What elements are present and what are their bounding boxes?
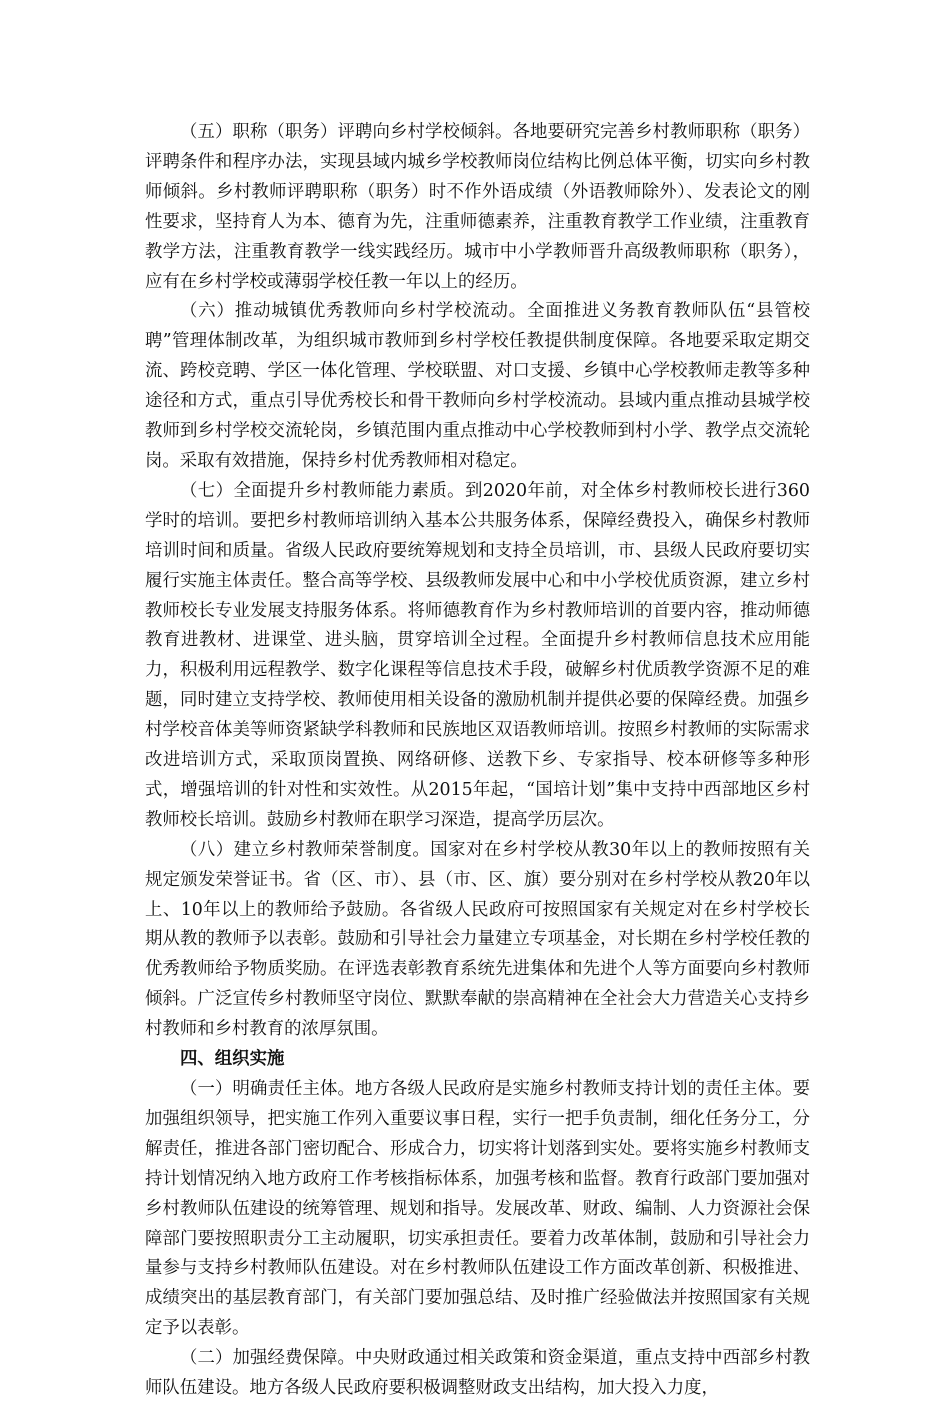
paragraph-text: 各地要研究完善乡村教师职称（职务）评聘条件和程序办法，实现县域内城乡学校教师岗位结构比例总体平衡，切实向乡村教师倾斜。乡村教师评聘职称（职务）时不作外语成绩（外语教师除外）、发表论文的刚性要求，坚持育人为本、德育为先，注重师德素养，注重教育教学工作业绩，注重教育教学方法，注重教育教学一线实践经历。城市中小学教师晋升高级教师职称（职务），应有在乡村学校或薄弱学校任教一年以上的经历。 [145,122,810,292]
paragraph-heading: （二）加强经费保障。 [180,1348,356,1369]
paragraph-heading: （五）职称（职务）评聘向乡村学校倾斜。 [180,122,513,142]
paragraph-8 [145,836,810,1045]
section-heading: 四、组织实施 [180,1049,285,1070]
section-paragraph-2 [145,1344,810,1404]
paragraph-7 [145,477,810,836]
paragraph-5 [145,118,810,297]
paragraph-text: 地方各级人民政府是实施乡村教师支持计划的责任主体。要加强组织领导，把实施工作列入重要议事日程，实行一把手负责制，细化任务分工，分解责任，推进各部门密切配合、形成合力，切实将计划落到实处。要将实施乡村教师支持计划情况纳入地方政府工作考核指标体系，加强考核和监督。教育行政部门要加强对乡村教师队伍建设的统筹管理、规划和指导。发展改革、财政、编制、人力资源社会保障部门要按照职责分工主动履职，切实承担责任。要着力改革体制，鼓励和引导社会力量参与支持乡村教师队伍建设。对在乡村教师队伍建设工作方面改革创新、积极推进、成绩突出的基层教育部门，有关部门要加强总结、及时推广经验做法并按照国家有关规定予以表彰。 [145,1079,810,1339]
paragraph-heading: （六）推动城镇优秀教师向乡村学校流动。 [180,301,528,322]
paragraph-text: 国家对在乡村学校从教30年以上的教师按照有关规定颁发荣誉证书。省（区、市）、县（市、区、旗）要分别对在乡村学校从教20年以上、10年以上的教师给予鼓励。各省级人民政府可按照国家有关规定对在乡村学校长期从教的教师予以表彰。鼓励和引导社会力量建立专项基金，对长期在乡村学校任教的优秀教师给予物质奖励。在评选表彰教育系统先进集体和先进个人等方面要向乡村教师倾斜。广泛宣传乡村教师坚守岗位、默默奉献的崇高精神在全社会大力营造关心支持乡村教师和乡村教育的浓厚氛围。 [145,839,810,1040]
document-page [145,118,810,1404]
paragraph-heading: （七）全面提升乡村教师能力素质。 [180,480,465,501]
paragraph-text: 全面推进义务教育教师队伍“县管校聘”管理体制改革，为组织城市教师到乡村学校任教提供制度保障。各地要采取定期交流、跨校竞聘、学区一体化管理、学校联盟、对口支援、乡镇中心学校教师走教等多种途径和方式，重点引导优秀校长和骨干教师向乡村学校流动。县域内重点推动县城学校教师到乡村学校交流轮岗，乡镇范围内重点推动中心学校教师到村小学、教学点交流轮岗。采取有效措施，保持乡村优秀教师相对稳定。 [145,301,810,471]
paragraph-text: 中央财政通过相关政策和资金渠道，重点支持中西部乡村教师队伍建设。地方各级人民政府要积极调整财政支出结构，加大投入力度， [145,1348,810,1399]
paragraph-6 [145,297,810,476]
paragraph-text: 到2020年前，对全体乡村教师校长进行360学时的培训。要把乡村教师培训纳入基本公共服务体系，保障经费投入，确保乡村教师培训时间和质量。省级人民政府要统筹规划和支持全员培训，市、县级人民政府要切实履行实施主体责任。整合高等学校、县级教师发展中心和中小学校优质资源，建立乡村教师校长专业发展支持服务体系。将师德教育作为乡村教师培训的首要内容，推动师德教育进教材、进课堂、进头脑，贯穿培训全过程。全面提升乡村教师信息技术应用能力，积极利用远程教学、数字化课程等信息技术手段，破解乡村优质教学资源不足的难题，同时建立支持学校、教师使用相关设备的激励机制并提供必要的保障经费。加强乡村学校音体美等师资紧缺学科教师和民族地区双语教师培训。按照乡村教师的实际需求改进培训方式，采取顶岗置换、网络研修、送教下乡、专家指导、校本研修等多种形式，增强培训的针对性和实效性。从2015年起，“国培计划”集中支持中西部地区乡村教师校长培训。鼓励乡村教师在职学习深造，提高学历层次。 [145,480,810,830]
paragraph-heading: （一）明确责任主体。 [180,1079,356,1099]
section-paragraph-1 [145,1075,810,1344]
paragraph-heading: （八）建立乡村教师荣誉制度。 [180,839,431,860]
